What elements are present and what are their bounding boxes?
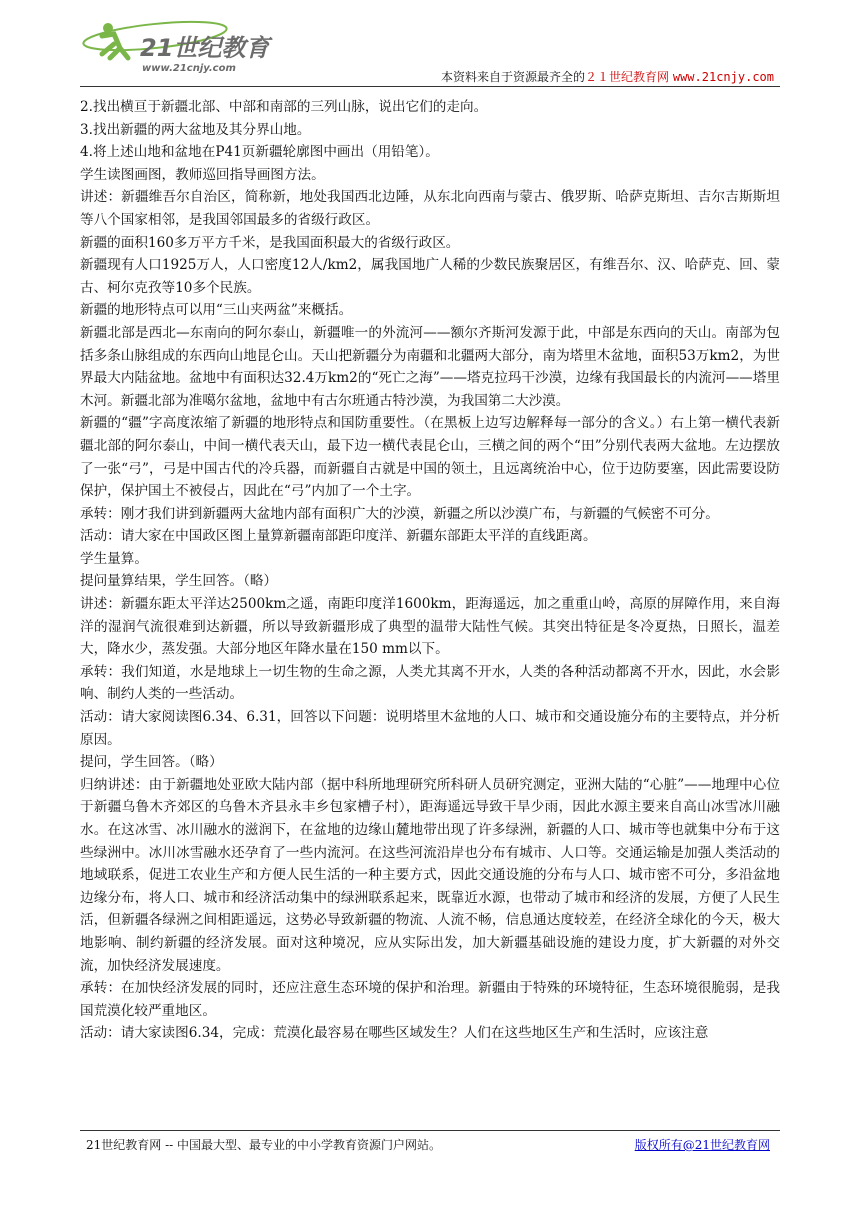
paragraph: 活动：请大家在中国政区图上量算新疆南部距印度洋、新疆东部距太平洋的直线距离。 xyxy=(80,528,597,545)
paragraph: 学生读图画图，教师巡回指导画图方法。 xyxy=(80,166,325,183)
footer-divider xyxy=(80,1130,780,1131)
header-note-brand: ２１世纪教育网 xyxy=(585,70,670,84)
paragraph: 讲述：新疆东距太平洋达2500km之遥，南距印度洋1600km，距海遥远，加之重重山岭，高原的屏障作用，来自海洋的湿润气流很难到达新疆，所以导致新疆形成了典型的温带大陆性气候。其突出特征是冬冷夏热，日照长，温差大，降水少，蒸发强。大部分地区年降水量在150 mm以下。 xyxy=(80,596,780,658)
copyright-link[interactable]: 版权所有@21世纪教育网 xyxy=(634,1138,770,1152)
logo-url: www.21cnjy.com xyxy=(142,63,236,74)
logo-graphic xyxy=(80,18,280,80)
document-body xyxy=(80,96,780,1045)
paragraph: 归纳讲述：由于新疆地处亚欧大陆内部（据中科所地理研究所科研人员研究测定，亚洲大陆的“心脏”——地理中心位于新疆乌鲁木齐郊区的乌鲁木齐县永丰乡包家槽子村），距海遥远导致干旱少雨，因此水源主要来自高山冰雪冰川融水。在这冰雪、冰川融水的滋润下，在盆地的边缘山麓地带出现了许多绿洲，新疆的人口、城市等也就集中分布于这些绿洲中。冰川冰雪融水还孕育了一些内流河。在这些河流沿岸也分布有城市、人口等。交通运输是加强人类活动的地域联系，促进工农业生产和方便人民生活的一种主要方式，因此交通设施的分布与人口、城市密不可分，多沿盆地边缘分布，将人口、城市和经济活动集中的绿洲联系起来，既靠近水源，也带动了城市和经济的发展，方便了人民生活，但新疆各绿洲之间相距遥远，这势必导致新疆的物流、人流不畅，信息通达度较差，在经济全球化的今天，极大地影响、制约新疆的经济发展。面对这种境况，应从实际出发，加大新疆基础设施的建设力度，扩大新疆的对外交流，加快经济发展速度。 xyxy=(80,776,780,974)
paragraph: 提问量算结果，学生回答。（略） xyxy=(80,573,278,590)
page-footer xyxy=(86,1136,776,1153)
paragraph: 新疆的面积160多万平方千米，是我国面积最大的省级行政区。 xyxy=(80,234,460,251)
footer-left-text: 21世纪教育网 -- 中国最大型、最专业的中小学教育资源门户网站。 xyxy=(86,1138,442,1152)
paragraph: 承转：在加快经济发展的同时，还应注意生态环境的保护和治理。新疆由于特殊的环境特征，生态环境很脆弱，是我国荒漠化较严重地区。 xyxy=(80,980,780,1019)
header-note-url[interactable]: www.21cnjy.com xyxy=(672,70,774,84)
paragraph: 新疆的地形特点可以用“三山夹两盆”来概括。 xyxy=(80,302,353,319)
paragraph: 活动：请大家读图6.34，完成：荒漠化最容易在哪些区域发生？人们在这些地区生产和生活时，应该注意 xyxy=(80,1025,709,1042)
paragraph: 新疆的“疆”字高度浓缩了新疆的地形特点和国防重要性。（在黑板上边写边解释每一部分的含义。）右上第一横代表新疆北部的阿尔泰山，中间一横代表天山，最下边一横代表昆仑山，三横之间的两个“田”分别代表两大盆地。左边摆放了一张“弓”，弓是中国古代的冷兵器，而新疆自古就是中国的领土，且远离统治中心，位于边防要塞，因此需要设防保护，保护国土不被侵占，因此在“弓”内加了一个土字。 xyxy=(80,415,780,500)
site-logo xyxy=(80,18,280,80)
paragraph: 3.找出新疆的两大盆地及其分界山地。 xyxy=(80,121,311,138)
paragraph: 2.找出横亘于新疆北部、中部和南部的三列山脉，说出它们的走向。 xyxy=(80,99,488,115)
header-divider xyxy=(80,86,780,87)
paragraph: 讲述：新疆维吾尔自治区，简称新，地处我国西北边陲，从东北向西南与蒙古、俄罗斯、哈萨克斯坦、吉尔吉斯斯坦等八个国家相邻，是我国邻国最多的省级行政区。 xyxy=(80,189,780,228)
paragraph: 活动：请大家阅读图6.34、6.31，回答以下问题：说明塔里木盆地的人口、城市和交通设施分布的主要特点，并分析原因。 xyxy=(80,709,780,748)
header-note-prefix: 本资料来自于资源最齐全的 xyxy=(440,70,585,84)
header-source-note xyxy=(441,68,774,85)
page-header xyxy=(80,18,780,86)
paragraph: 承转：我们知道，水是地球上一切生物的生命之源，人类尤其离不开水，人类的各种活动都离不开水，因此，水会影响、制约人类的一些活动。 xyxy=(80,663,780,703)
paragraph: 承转：刚才我们讲到新疆两大盆地内部有面积广大的沙漠，新疆之所以沙漠广布，与新疆的气候密不可分。 xyxy=(80,505,719,522)
paragraph: 新疆现有人口1925万人，人口密度12人/km2，属我国地广人稀的少数民族聚居区，有维吾尔、汉、哈萨克、回、蒙古、柯尔克孜等10多个民族。 xyxy=(80,257,780,296)
paragraph: 新疆北部是西北—东南向的阿尔泰山，新疆唯一的外流河——额尔齐斯河发源于此，中部是东西向的天山。南部为包括多条山脉组成的东西向山地昆仑山。天山把新疆分为南疆和北疆两大部分，南为塔里木盆地，面积53万km2，为世界最大内陆盆地。盆地中有面积达32.4万km2的“死亡之海”——塔克拉玛干沙漠，边缘有我国最长的内流河——塔里木河。新疆北部为准噶尔盆地，盆地中有古尔班通古特沙漠，为我国第二大沙漠。 xyxy=(80,324,780,409)
paragraph: 学生量算。 xyxy=(80,550,148,567)
logo-text: 21世纪教育 xyxy=(140,34,270,62)
paragraph: 提问，学生回答。（略） xyxy=(80,754,223,771)
paragraph: 4.将上述山地和盆地在P41页新疆轮廓图中画出（用铅笔）。 xyxy=(80,144,439,161)
